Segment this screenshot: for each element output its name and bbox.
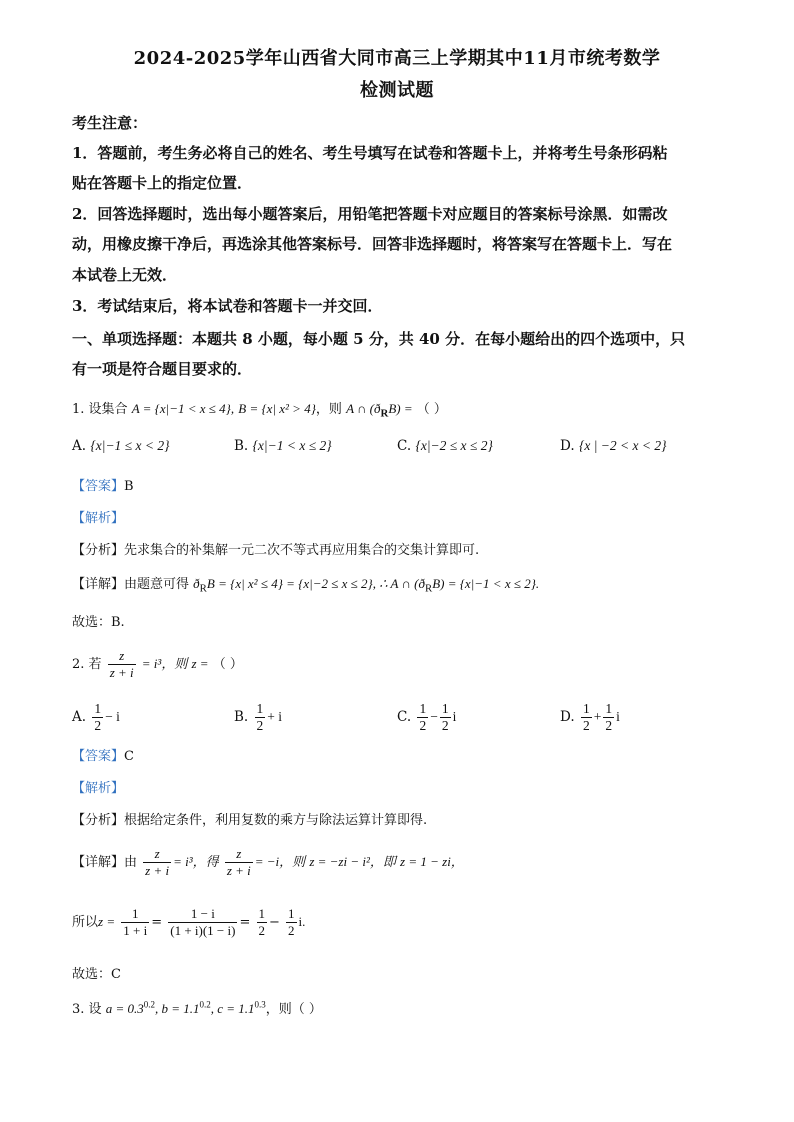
q1-detail: 【详解】由题意可得 $ð_RB = \{x|$ x² ≤ 4} = {x|−2 ≤ x ≤ 2}, ∴ A ∩ $(ð_RB) = \{x|-1 < x \le 2\}$. (72, 576, 540, 595)
q2-conclusion: 故选：C (72, 967, 121, 982)
q2-fraction: $\frac{z}{z + i}$ (109, 648, 134, 680)
notice-item-2-cont: 动，用橡皮擦干净后，再选涂其他答案标号．回答非选择题时，将答案写在答题卡上．写在 (72, 235, 673, 253)
q2-detail: 【详解】由 $\frac{z}{z + i}$ = i³，得 $\frac{z}{z + i}$ = −i，则 z = −zi − i²，即 z = 1 − zi， (72, 846, 464, 878)
q1-analysis-tag: 【解析】 (72, 511, 125, 526)
q1-blank: （ ） (416, 402, 447, 417)
question-3-stem: 3. 设 $a = 0.3^{0.2}$, $b = 1.1^{0.2}$, $c = 1.1^{0.3}$，则（ ） (72, 999, 322, 1017)
q1-expr: A ∩ (ð (346, 401, 381, 416)
q1-set-a: A = {x|−1 < x ≤ 4} (131, 401, 231, 416)
section-heading-cont: 有一项是符合题目要求的． (72, 360, 253, 378)
notice-item-1: 1．答题前，考生务必将自己的姓名、考生号填写在试卷和答题卡上，并将考生号条形码粘 (72, 144, 668, 162)
question-1-stem (72, 398, 447, 420)
title-line-2: 检测试题 (360, 80, 434, 101)
q1-conclusion: 故选：B. (72, 615, 125, 630)
q2-option-a: A. $\frac{1}{2}$ − i (72, 701, 120, 733)
q1-option-d: D. {x | −2 < x < 2} (560, 438, 667, 454)
q1-answer: 【答案】B (72, 479, 134, 494)
q1-set-b: B = {x| x² > 4} (238, 401, 316, 416)
notice-item-2: 2．回答选择题时，选出每小题答案后，用铅笔把答题卡对应题目的答案标号涂黑．如需改 (72, 205, 668, 223)
q2-option-d: D. $\frac{1}{2}$ + $\frac{1}{2}$ i (560, 701, 620, 733)
q2-solution: 所以z = $\frac{1}{1 + i}$ = $\frac{1 - i}{(1 + i)(1 - i)}$ = $\frac{1}{2}$ − $\frac{1}{2}$ i. (72, 906, 306, 938)
q2-fenxi: 【分析】根据给定条件，利用复数的乘方与除法运算计算即得. (72, 813, 428, 828)
q1-fenxi: 【分析】先求集合的补集解一元二次不等式再应用集合的交集计算即可. (72, 543, 480, 558)
q1-sep: , (230, 401, 235, 416)
q2-option-c: C. $\frac{1}{2}$ − $\frac{1}{2}$ i (397, 701, 457, 733)
q2-analysis-tag: 【解析】 (72, 781, 125, 796)
notice-item-3: 3．考试结束后，将本试卷和答题卡一并交回． (72, 297, 383, 315)
q2-answer: 【答案】C (72, 749, 134, 764)
notice-heading: 考生注意： (72, 114, 148, 132)
q1-option-b: B. {x|−1 < x ≤ 2} (234, 438, 332, 454)
section-heading: 一、单项选择题：本题共 8 小题，每小题 5 分，共 40 分．在每小题给出的四个选项中，只 (72, 330, 686, 348)
title-line-1: 2024-2025学年山西省大同市高三上学期其中11月市统考数学 (133, 48, 661, 69)
q1-mid: ，则 (315, 402, 342, 417)
q1-prefix: 1. 设集合 (72, 402, 128, 417)
q1-option-a: A. {x|−1 ≤ x < 2} (72, 438, 170, 454)
question-2-stem: 2. 若 $\frac{z}{z + i}$ = i³，则 z = （ ） (72, 648, 243, 680)
q2-option-b: B. $\frac{1}{2}$ + i (234, 701, 283, 733)
q1-sub-r: R (380, 407, 389, 420)
notice-item-1-cont: 贴在答题卡上的指定位置． (72, 174, 253, 192)
notice-item-2-end: 本试卷上无效． (72, 266, 178, 284)
q1-option-c: C. {x|−2 ≤ x ≤ 2} (397, 438, 493, 454)
q1-expr-end: B) = (388, 401, 413, 416)
